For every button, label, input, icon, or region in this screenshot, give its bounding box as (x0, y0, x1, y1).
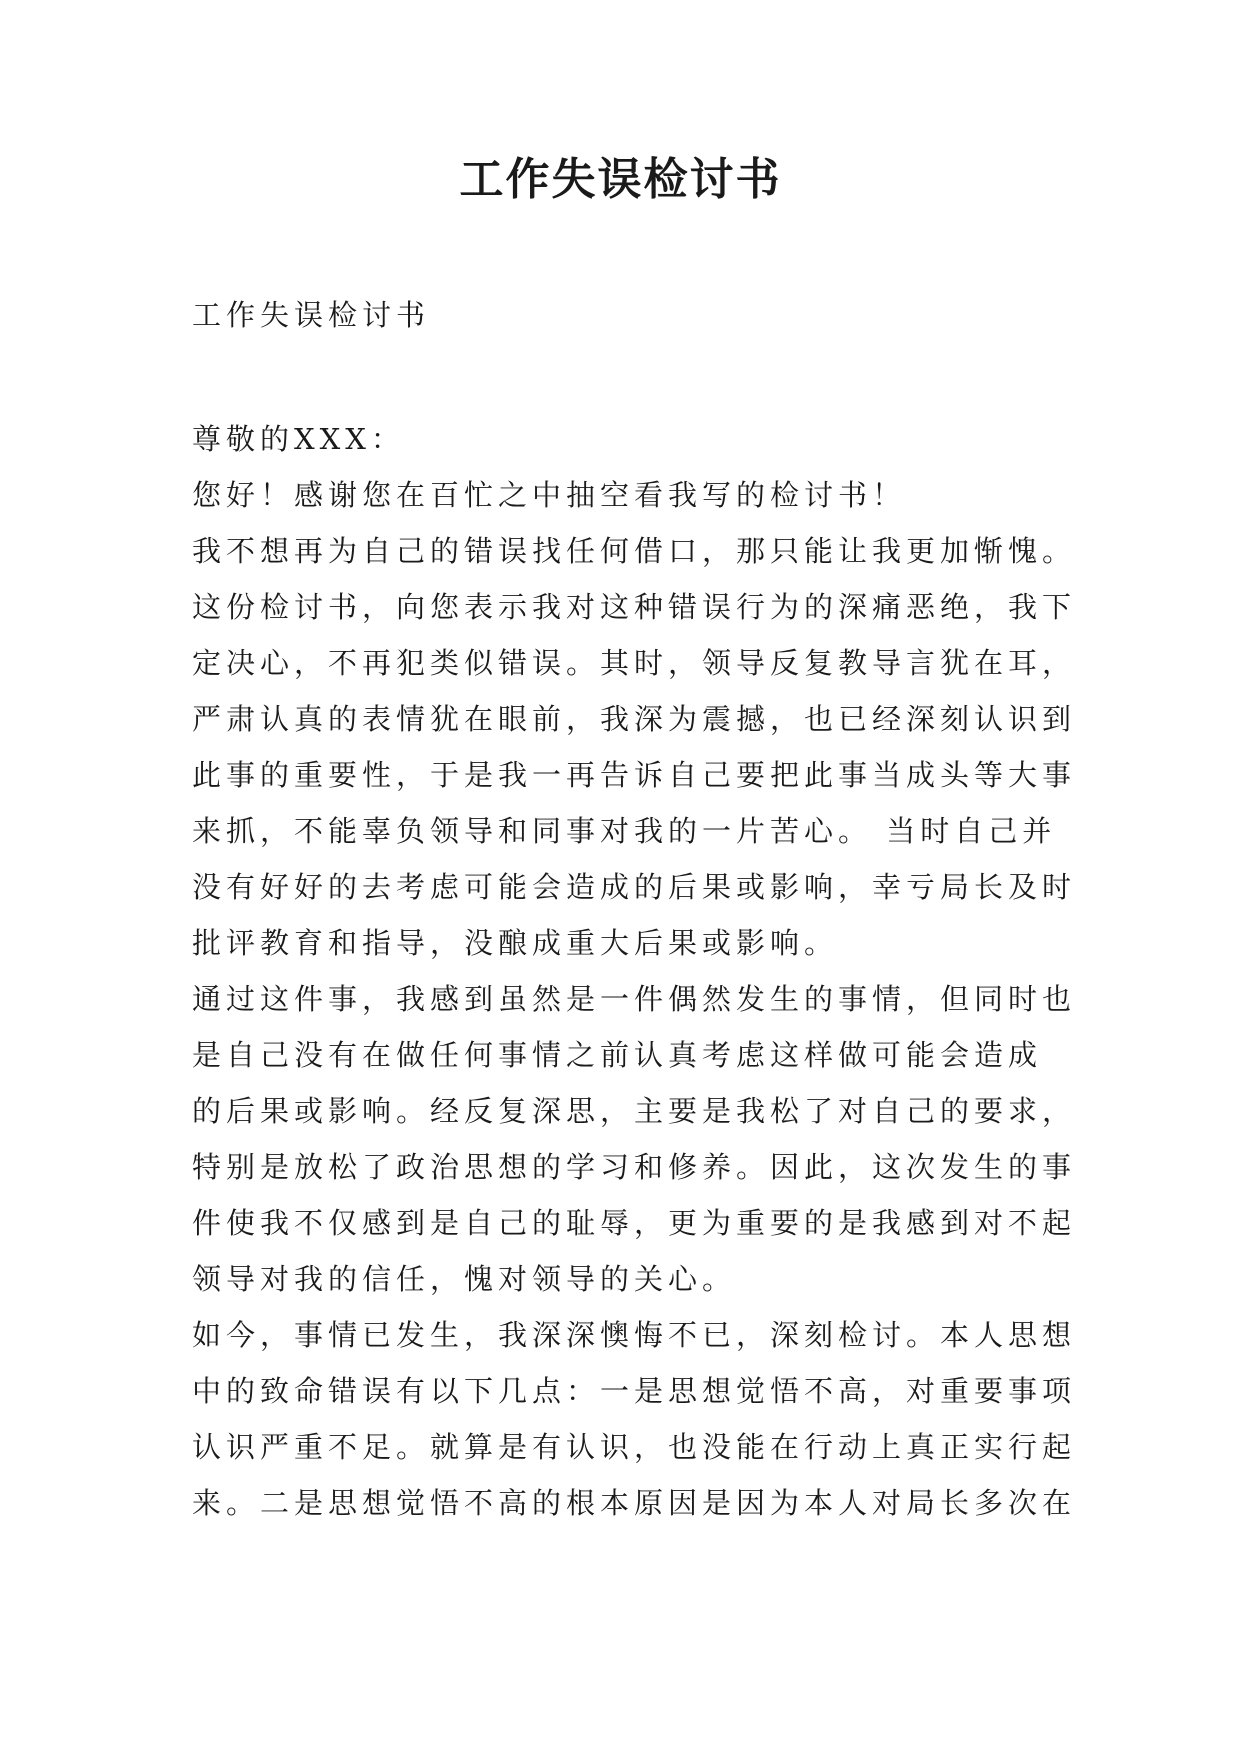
body-line: 来抓，不能辜负领导和同事对我的一片苦心。 当时自己并 (192, 814, 1057, 848)
body-line: 特别是放松了政治思想的学习和修养。因此，这次发生的事 (192, 1150, 1077, 1184)
body-line: 的后果或影响。经反复深思，主要是我松了对自己的要求， (192, 1094, 1077, 1128)
document-title: 工作失误检讨书 (459, 154, 782, 205)
salutation-line: 尊敬的XXX： (192, 422, 405, 456)
body-line: 严肃认真的表情犹在眼前，我深为震撼，也已经深刻认识到 (192, 702, 1077, 736)
body-line: 通过这件事，我感到虽然是一件偶然发生的事情，但同时也 (192, 982, 1077, 1016)
document-body (192, 411, 1077, 1531)
body-line: 件使我不仅感到是自己的耻辱，更为重要的是我感到对不起 (192, 1206, 1077, 1240)
body-line: 是自己没有在做任何事情之前认真考虑这样做可能会造成 (192, 1038, 1043, 1072)
body-line: 这份检讨书，向您表示我对这种错误行为的深痛恶绝，我下 (192, 590, 1077, 624)
body-line: 领导对我的信任，愧对领导的关心。 (192, 1262, 737, 1296)
body-line: 中的致命错误有以下几点：一是思想觉悟不高，对重要事项 (192, 1374, 1077, 1408)
body-line: 来。二是思想觉悟不高的根本原因是因为本人对局长多次在 (192, 1486, 1077, 1520)
body-line: 此事的重要性，于是我一再告诉自己要把此事当成头等大事 (192, 758, 1077, 792)
document-subtitle: 工作失误检讨书 (192, 298, 431, 332)
body-line: 认识严重不足。就算是有认识，也没能在行动上真正实行起 (192, 1430, 1077, 1464)
body-line: 没有好好的去考虑可能会造成的后果或影响，幸亏局长及时 (192, 870, 1077, 904)
body-line: 批评教育和指导，没酿成重大后果或影响。 (192, 926, 839, 960)
body-line: 定决心，不再犯类似错误。其时，领导反复教导言犹在耳， (192, 646, 1077, 680)
body-line: 您好！感谢您在百忙之中抽空看我写的检讨书！ (192, 478, 907, 512)
body-line: 我不想再为自己的错误找任何借口，那只能让我更加惭愧。 (192, 534, 1077, 568)
body-line: 如今，事情已发生，我深深懊悔不已，深刻检讨。本人思想 (192, 1318, 1077, 1352)
